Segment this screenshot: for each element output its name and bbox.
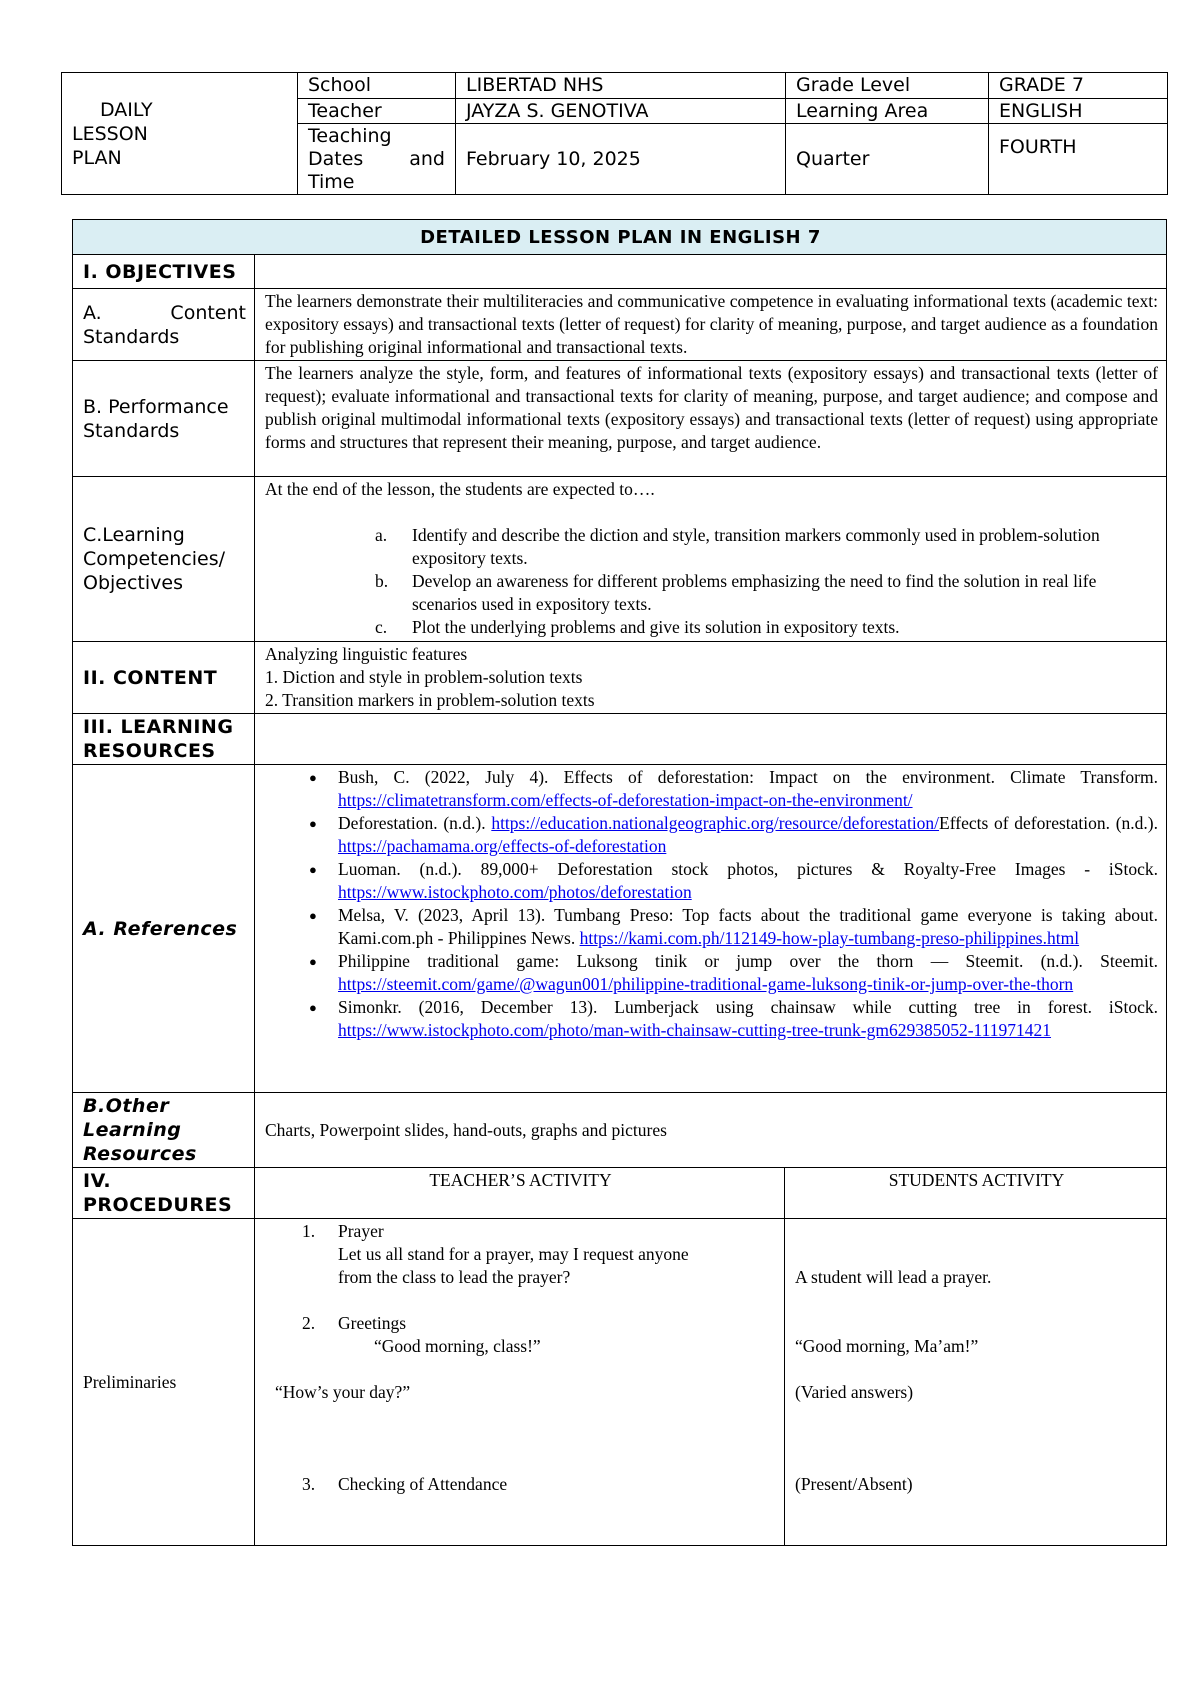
objective-text: Develop an awareness for different problems emphasizing the need to find the solution in real life scenarios used in expository texts.: [412, 571, 1097, 614]
dlp-title: [62, 73, 298, 195]
dates-label-and: and: [409, 148, 445, 170]
content-std-standards: Standards: [83, 325, 180, 348]
header-table: [61, 72, 1168, 195]
prayer-response: A student will lead a prayer.: [795, 1267, 992, 1287]
bullet-icon: ●: [309, 908, 317, 923]
teacher-label: Teacher: [298, 99, 456, 124]
bullet-icon: ●: [309, 954, 317, 969]
greetings-heading: [265, 1312, 776, 1335]
area-value: ENGLISH: [989, 99, 1168, 124]
procedures-line-1: IV.: [83, 1170, 112, 1192]
greetings-title: Greetings: [338, 1313, 407, 1333]
dates-label-line-3: Time: [308, 171, 355, 193]
performance-standards-text: The learners analyze the style, form, and features of informational texts (expository essays) and transactional texts (letter of request); evaluate informational and transactional texts for clarity of meaning, purpose, and target audience; and compose and publish original multimodal informational texts (expository essays) and transactional texts (letter of request) using appropriate forms and structures that represent their meaning, purpose, and target audience.: [255, 361, 1167, 477]
reference-link[interactable]: https://steemit.com/game/@wagun001/philippine-traditional-game-luksong-tinik-or-jump-over-the-thorn: [338, 974, 1074, 994]
greetings-response: “Good morning, Ma’am!”: [795, 1336, 979, 1356]
dlp-line-1: DAILY: [100, 99, 153, 121]
quarter-label: Quarter: [786, 124, 989, 195]
content-standards-label: [73, 289, 255, 361]
resources-empty: [255, 714, 1167, 765]
lesson-plan-table: [72, 219, 1167, 1546]
objectives-list: [265, 524, 1158, 639]
reference-link[interactable]: https://climatetransform.com/effects-of-deforestation-impact-on-the-environment/: [338, 790, 913, 810]
objective-text: Plot the underlying problems and give its solution in expository texts.: [412, 617, 900, 637]
reference-text: Luoman. (n.d.). 89,000+ Deforestation stock photos, pictures & Royalty-Free Images - iStock.: [338, 859, 1158, 879]
comp-line-1: C.Learning: [83, 524, 185, 546]
objective-marker: a.: [375, 525, 388, 545]
objectives-label: I. OBJECTIVES: [73, 255, 255, 289]
references-cell: [255, 765, 1167, 1093]
bullet-icon: ●: [309, 862, 317, 877]
objective-text: Identify and describe the diction and style, transition markers commonly used in problem-solution expository texts.: [412, 525, 1100, 568]
greetings-number: 2.: [302, 1313, 316, 1333]
content-std-word: Content: [170, 301, 246, 324]
content-line: 1. Diction and style in problem-solution texts: [265, 667, 583, 687]
bullet-icon: ●: [309, 1000, 317, 1015]
competencies-intro: At the end of the lesson, the students are expected to….: [265, 479, 655, 499]
comp-line-3: Objectives: [83, 572, 183, 594]
reference-text: Bush, C. (2022, July 4). Effects of deforestation: Impact on the environment. Climate Transform.: [338, 767, 1158, 787]
how-line: “How’s your day?”: [275, 1382, 411, 1402]
prayer-title: Prayer: [338, 1221, 384, 1241]
perf-std-line-2: Standards: [83, 419, 180, 442]
performance-standards-label: [73, 361, 255, 477]
grade-label: Grade Level: [786, 73, 989, 99]
procedures-label: [73, 1168, 255, 1219]
school-label: School: [298, 73, 456, 99]
content-label: II. CONTENT: [73, 642, 255, 714]
dates-value: February 10, 2025: [456, 124, 786, 195]
procedures-line-2: PROCEDURES: [83, 1194, 233, 1216]
objective-item: [265, 616, 1158, 639]
reference-text: Melsa, V. (2023, April 13). Tumbang Preso: Top facts about the traditional game everyone is taking about. Kami.com.ph - Philippines News.: [338, 905, 1158, 948]
prayer-line-2: from the class to lead the prayer?: [338, 1267, 571, 1287]
reference-item: [265, 950, 1158, 996]
reference-link[interactable]: https://education.nationalgeographic.org/resource/deforestation/: [491, 813, 940, 833]
competencies-label: [73, 477, 255, 642]
quarter-value: [989, 124, 1168, 195]
other-resources-text: Charts, Powerpoint slides, hand-outs, graphs and pictures: [255, 1093, 1167, 1168]
resources-line-1: III. LEARNING: [83, 716, 234, 738]
reference-text: Deforestation. (n.d.).: [338, 813, 492, 833]
reference-link[interactable]: https://www.istockphoto.com/photo/man-with-chainsaw-cutting-tree-trunk-gm629385052-111971421: [338, 1020, 1052, 1040]
other-res-line-3: Resources: [83, 1143, 197, 1165]
teacher-value: JAYZA S. GENOTIVA: [456, 99, 786, 124]
reference-item: [265, 858, 1158, 904]
reference-text: Effects of deforestation. (n.d.).: [939, 813, 1158, 833]
preliminaries-label: Preliminaries: [73, 1219, 255, 1546]
objective-item: [265, 524, 1158, 570]
dates-label-dates: Dates: [308, 148, 364, 170]
content-line: 2. Transition markers in problem-solution texts: [265, 690, 595, 710]
teacher-activity-cell: [255, 1219, 785, 1546]
plan-title: DETAILED LESSON PLAN IN ENGLISH 7: [73, 220, 1167, 255]
how-response: (Varied answers): [795, 1382, 914, 1402]
content-text: [255, 642, 1167, 714]
students-activity-header: STUDENTS ACTIVITY: [785, 1168, 1167, 1219]
objective-marker: b.: [375, 571, 389, 591]
content-standards-text: The learners demonstrate their multiliteracies and communicative competence in evaluating informational texts (academic text: expository essays) and transactional texts (letter of request) for clarity of meaning, purpose, and target audience as a foundation for publishing original informational and transactional texts.: [255, 289, 1167, 361]
references-list: [265, 766, 1158, 1042]
attendance-title: Checking of Attendance: [338, 1474, 508, 1494]
other-res-line-2: Learning: [83, 1119, 182, 1141]
dlp-line-3: PLAN: [72, 147, 122, 169]
attendance-number: 3.: [302, 1474, 316, 1494]
attendance-heading: [265, 1473, 776, 1496]
reference-link[interactable]: https://pachamama.org/effects-of-deforestation: [338, 836, 667, 856]
reference-link[interactable]: https://kami.com.ph/112149-how-play-tumbang-preso-philippines.html: [579, 928, 1080, 948]
greetings-line: “Good morning, class!”: [374, 1336, 541, 1356]
reference-item: [265, 766, 1158, 812]
teacher-activity-header: TEACHER’S ACTIVITY: [255, 1168, 785, 1219]
reference-item: [265, 996, 1158, 1042]
bullet-icon: ●: [309, 816, 317, 831]
prayer-heading: [265, 1220, 776, 1243]
prayer-number: 1.: [302, 1221, 316, 1241]
dlp-line-2: LESSON: [72, 123, 148, 145]
content-std-a: A.: [83, 301, 102, 324]
reference-text: Simonkr. (2016, December 13). Lumberjack using chainsaw while cutting tree in forest. iStock.: [338, 997, 1158, 1017]
references-label: A. References: [73, 765, 255, 1093]
dates-label-line-1: Teaching: [308, 125, 392, 147]
reference-link[interactable]: https://www.istockphoto.com/photos/deforestation: [338, 882, 692, 902]
reference-item: [265, 812, 1158, 858]
reference-item: [265, 904, 1158, 950]
objective-item: [265, 570, 1158, 616]
other-res-line-1: B.Other: [83, 1095, 170, 1117]
students-activity-cell: [785, 1219, 1167, 1546]
comp-line-2: Competencies/: [83, 548, 226, 570]
dates-label: [298, 124, 456, 195]
area-label: Learning Area: [786, 99, 989, 124]
other-resources-label: [73, 1093, 255, 1168]
objectives-empty: [255, 255, 1167, 289]
bullet-icon: ●: [309, 770, 317, 785]
resources-label: [73, 714, 255, 765]
school-value: LIBERTAD NHS: [456, 73, 786, 99]
content-line: Analyzing linguistic features: [265, 644, 468, 664]
objective-marker: c.: [375, 617, 388, 637]
perf-std-line-1: B. Performance: [83, 395, 229, 418]
prayer-line-1: Let us all stand for a prayer, may I request anyone: [338, 1244, 689, 1264]
grade-value: GRADE 7: [989, 73, 1168, 99]
attendance-response: (Present/Absent): [795, 1474, 913, 1494]
competencies-text: [255, 477, 1167, 642]
quarter-value-text: FOURTH: [999, 136, 1077, 158]
resources-line-2: RESOURCES: [83, 740, 216, 762]
reference-text: Philippine traditional game: Luksong tinik or jump over the thorn — Steemit. (n.d.). Steemit.: [338, 951, 1158, 971]
